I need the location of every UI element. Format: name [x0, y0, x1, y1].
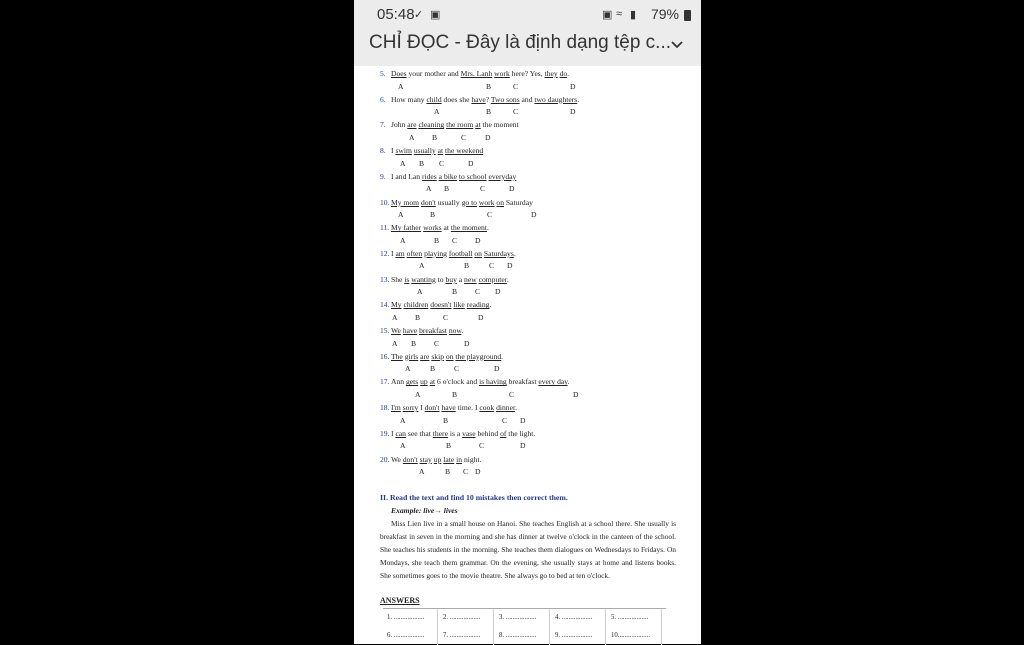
document-content[interactable] — [354, 66, 701, 644]
question-text: I can see that there is a vase behind of the light. — [391, 428, 536, 438]
answer-cell: 7. .................. — [439, 627, 494, 645]
option-letter: B — [486, 81, 492, 91]
section-heading: II. Read the text and find 10 mistakes then correct them. — [380, 493, 568, 502]
answer-cell: 6. .................. — [383, 627, 438, 645]
answer-cell: 2. .................. — [439, 609, 494, 627]
option-letter: A — [400, 158, 406, 168]
question-text: I swim usually at the weekend — [391, 146, 484, 156]
answer-cell: 8. .................. — [495, 627, 550, 645]
option-letter: D — [573, 389, 579, 399]
option-letter: B — [432, 132, 438, 142]
answer-cell: 9. .................. — [551, 627, 606, 645]
option-letter: C — [479, 441, 485, 451]
option-letter: B — [445, 467, 451, 476]
option-letter: C — [452, 235, 458, 245]
option-letter: A — [419, 261, 425, 271]
question-text: We don't stay up late in night. — [391, 454, 482, 464]
question-text: Ann gets up at 6 o'clock and is having breakfast every day. — [391, 377, 570, 387]
option-letter: C — [439, 158, 445, 168]
answer-cell: 3. .................. — [495, 609, 550, 627]
question-number: 20. — [380, 454, 390, 464]
status-bar — [354, 0, 701, 26]
question-number: 8. — [380, 146, 386, 156]
option-letter: C — [443, 312, 449, 322]
option-letter: A — [400, 441, 406, 451]
option-letter: A — [419, 467, 425, 476]
option-letter: A — [400, 415, 406, 425]
question-number: 16. — [380, 351, 390, 361]
option-letter: B — [444, 184, 450, 194]
question-number: 9. — [380, 171, 386, 181]
passage-text: Miss Lien live in a small house on Hanoi. She teaches English at a school there. She usually is breakfast in seven in the morning and she has dinner at twelve o'clock in the canteen of the school. She teaches his students in the morning. She teaches them dialogues on Wednesdays to Fridays. On Mondays, she teach them grammar. On the evening, she usually stays at home and listens books. She sometimes goes to the movie theatre. She always go to bed at ten o'clock. — [380, 519, 676, 580]
option-letter: B — [415, 312, 421, 322]
battery-icon — [684, 10, 691, 21]
lock-icon: ▣ — [602, 9, 613, 21]
question-text: My mom don't usually go to work on Saturday — [391, 197, 533, 207]
option-letter: B — [443, 415, 449, 425]
option-letter: B — [486, 107, 492, 117]
option-letter: D — [570, 107, 576, 117]
option-letter: C — [461, 132, 467, 142]
question-text: She is wanting to buy a new computer. — [391, 274, 509, 284]
question-text: The girls are skip on the playground. — [391, 351, 504, 361]
wifi-icon: ≈ — [616, 8, 623, 20]
option-letter: D — [468, 158, 474, 168]
option-letter: A — [417, 287, 423, 297]
question-number: 14. — [380, 300, 390, 310]
option-letter: C — [513, 81, 519, 91]
option-letter: D — [507, 261, 513, 271]
question-number: 7. — [380, 120, 386, 130]
option-letter: D — [531, 210, 537, 219]
option-letter: A — [392, 312, 398, 322]
download-done-icon: ✓ — [414, 9, 424, 21]
option-letter: D — [478, 312, 484, 322]
question-text: I and Lan rides a bike to school everyday — [391, 171, 517, 181]
question-text: John are cleaning the room at the moment — [391, 120, 519, 130]
option-letter: A — [400, 235, 406, 245]
answer-cell: 1. .................. — [383, 609, 438, 627]
option-letter: B — [446, 441, 452, 451]
answer-cell: 10................... — [607, 627, 662, 645]
question-number: 11. — [380, 223, 390, 233]
image-icon: ▣ — [430, 9, 441, 21]
option-letter: D — [464, 338, 470, 348]
app-bar — [354, 26, 701, 66]
question-text: My father works at the moment. — [391, 223, 489, 233]
question-text: Does your mother and Mrs. Lanh work here? Yes, they do. — [391, 69, 570, 78]
option-letter: A — [434, 107, 440, 117]
question-number: 6. — [380, 94, 386, 104]
option-letter: D — [494, 364, 500, 374]
question-number: 5. — [380, 69, 386, 78]
option-letter: C — [509, 389, 515, 399]
option-letter: B — [452, 389, 458, 399]
option-letter: C — [489, 261, 495, 271]
option-letter: D — [495, 287, 501, 297]
phone-screen — [354, 0, 701, 644]
status-time: 05:48 — [377, 6, 415, 23]
question-number: 13. — [380, 274, 390, 284]
option-letter: C — [502, 415, 508, 425]
option-letter: D — [475, 235, 481, 245]
option-letter: C — [454, 364, 460, 374]
option-letter: B — [419, 158, 425, 168]
option-letter: B — [452, 287, 458, 297]
option-letter: A — [415, 389, 421, 399]
question-number: 17. — [380, 377, 390, 387]
option-letter: B — [430, 210, 436, 219]
option-letter: D — [509, 184, 515, 194]
question-number: 18. — [380, 403, 390, 413]
option-letter: A — [405, 364, 411, 374]
option-letter: D — [520, 415, 526, 425]
question-text: I'm sorry I don't have time. I cook dinner. — [391, 403, 517, 413]
option-letter: B — [464, 261, 470, 271]
option-letter: B — [411, 338, 417, 348]
option-letter: C — [434, 338, 440, 348]
question-text: How many child does she have? Two sons and two daughters. — [391, 94, 580, 104]
option-letter: C — [487, 210, 493, 219]
option-letter: A — [398, 210, 404, 219]
example-line: Example: live→ lives — [391, 506, 458, 515]
answers-label: ANSWERS — [380, 596, 420, 605]
option-letter: D — [475, 467, 481, 476]
option-letter: B — [430, 364, 436, 374]
option-letter: A — [409, 132, 415, 142]
option-letter: A — [426, 184, 432, 194]
question-text: My children doesn't like reading. — [391, 300, 492, 310]
answer-cell: 5. .................. — [607, 609, 662, 627]
option-letter: C — [480, 184, 486, 194]
question-text: I am often playing football on Saturdays. — [391, 248, 516, 258]
option-letter: A — [398, 81, 404, 91]
question-number: 15. — [380, 326, 390, 335]
answer-cell: 4. .................. — [551, 609, 606, 627]
option-letter: A — [392, 338, 398, 348]
option-letter: C — [463, 467, 469, 476]
signal-icon: ▮ — [630, 9, 637, 21]
question-number: 12. — [380, 248, 390, 258]
chevron-down-icon[interactable] — [667, 35, 687, 55]
option-letter: C — [513, 107, 519, 117]
option-letter: C — [475, 287, 481, 297]
answers-grid — [383, 608, 666, 645]
option-letter: D — [485, 132, 491, 142]
question-number: 19. — [380, 428, 390, 438]
option-letter: D — [520, 441, 526, 451]
document-title: CHỈ ĐỌC - Đây là định dạng tệp c... — [369, 32, 672, 53]
option-letter: D — [570, 81, 576, 91]
question-number: 10. — [380, 197, 390, 207]
battery-percent: 79% — [650, 6, 679, 22]
question-text: We have breakfast now. — [391, 326, 464, 335]
option-letter: B — [434, 235, 440, 245]
